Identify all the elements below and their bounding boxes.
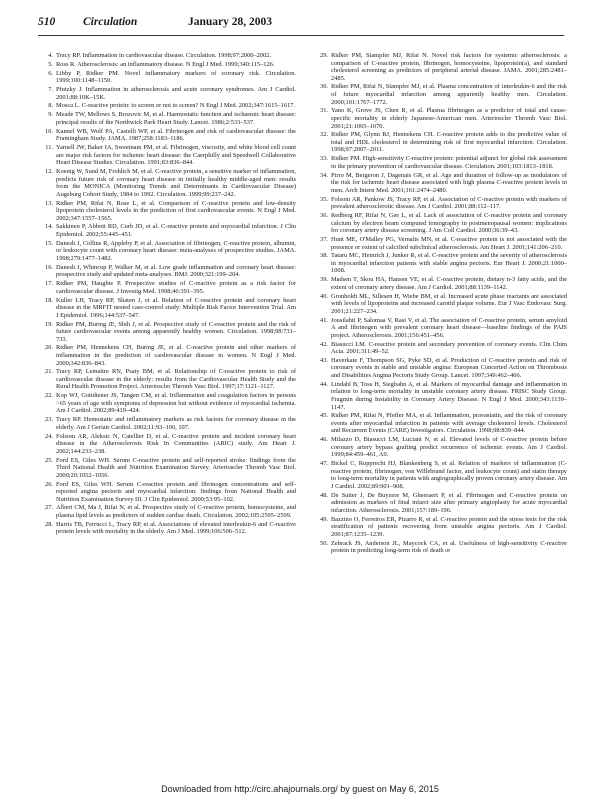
reference-text: Koenig W, Sund M, Frohlich M, et al. C-reactive protein, a sensitive marker of inflammation, predicts future risk of coronary heart disease in initially healthy middle-aged men: results from the MONICA (Monitoring Trends and Determinants in Cardiovascular Disease) Augsburg Cohort Study, 1984 to 1992. Circulation. 1999;99:237–242. xyxy=(56,168,296,198)
reference-item xyxy=(38,61,296,69)
references-left-column xyxy=(38,52,296,782)
reference-item xyxy=(313,276,567,291)
reference-item xyxy=(313,236,567,251)
reference-text: Folsom AR, Pankow JS, Tracy RP, et al. Association of C-reactive protein with markers of prevalent atherosclerotic disease. Am J Cardiol. 2001;88:112–117. xyxy=(331,195,567,211)
reference-text: Kannel WB, Wolf PA, Castelli WP, et al. Fibrinogen and risk of cardiovascular disease: the Framingham Study. JAMA. 1987;258:1183–1186. xyxy=(56,127,296,143)
reference-number: 42. xyxy=(320,340,328,348)
download-footer: Downloaded from http://circ.ahajournals.org/ by guest on May 6, 2015 xyxy=(161,784,439,794)
reference-text: Yarnell JW, Baker IA, Sweetnam PM, et al. Fibrinogen, viscosity, and white blood cell count are major risk factors for ischemic heart disease: the Caerphilly and Speedwell Collaborative Heart Disease Studies. Circulation. 1991;83:836–844. xyxy=(56,144,296,167)
reference-number: 28. xyxy=(45,520,53,528)
reference-item xyxy=(38,86,296,101)
reference-number: 37. xyxy=(320,235,328,243)
reference-text: Folsom AR, Aleksic N, Catellier D, et al. C-reactive protein and incident coronary heart disease in the Atherosclerosis Risk In Communities (ARIC) study. Am Heart J. 2002;144:233–238. xyxy=(56,432,296,455)
reference-number: 22. xyxy=(45,392,53,400)
reference-number: 45. xyxy=(320,412,328,420)
reference-text: Ridker PM, Haughie P. Prospective studies of C-reactive protein as a risk factor for cardiovascular disease. J Investig Med. 1998;46:391–395. xyxy=(56,280,296,295)
reference-number: 35. xyxy=(320,195,328,203)
reference-text: Bazzino O, Ferreiros ER, Pizarro R, et al. C-reactive protein and the stress tests for the risk stratification of patients recovering from unstable angina pectoris. Am J Cardiol. 2001;87:1235–1239. xyxy=(331,515,567,538)
reference-number: 49. xyxy=(320,515,328,523)
reference-item xyxy=(38,102,296,110)
reference-text: Meade TW, Mellows S, Brozovic M, et al. Haemostatic function and ischaemic heart disease: principal results of the Northwick Park Heart Study. Lancet. 1986;2:533–537. xyxy=(56,111,296,126)
reference-item xyxy=(313,460,567,490)
reference-item xyxy=(38,223,296,238)
reference-text: Ross R. Atherosclerosis: an inflammatory disease. N Engl J Med. 1999;340:115–126. xyxy=(56,60,275,68)
reference-text: Ridker PM. High-sensitivity C-reactive protein: potential adjunct for global risk assessment in the primary prevention of cardiovascular disease. Circulation. 2001;103:1813–1818. xyxy=(331,155,567,170)
reference-item xyxy=(313,540,567,555)
reference-text: Albert CM, Ma J, Rifai N, et al. Prospective study of C-reactive protein, homocysteine, and plasma lipid levels as predictors of sudden cardiac death. Circulation. 2002;105:2595–2599. xyxy=(56,504,296,519)
reference-text: Redberg RF, Rifai N, Gee L, et al. Lack of association of C-reactive protein and coronary calcium by electron beam computed tomography in postmenopausal women: implications for coronary artery disease screening. J Am Coll Cardiol. 2000;36:39–43. xyxy=(331,212,567,235)
reference-number: 6. xyxy=(48,69,53,77)
reference-number: 21. xyxy=(45,368,53,376)
reference-item xyxy=(38,144,296,167)
reference-number: 39. xyxy=(320,276,328,284)
reference-text: Ridker PM, Rifai N, Stampfer MJ, et al. Plasma concentration of interleukin-6 and the risk of future myocardial infarction among apparently healthy men. Circulation. 2000;101:1767–1772. xyxy=(331,83,567,106)
reference-number: 15. xyxy=(45,239,53,247)
reference-text: Madsen T, Skou HA, Hansen VE, et al. C-reactive protein, dietary n-3 fatty acids, and the extent of coronary artery disease. Am J Cardiol. 2001;88:1139–1142. xyxy=(331,276,567,291)
reference-number: 30. xyxy=(320,83,328,91)
reference-item xyxy=(38,481,296,504)
reference-item xyxy=(38,457,296,480)
reference-text: Milazzo D, Biasucci LM, Luciani N, et al. Elevated levels of C-reactive protein before coronary artery bypass grafting predict recurrence of ischemic events. Am J Cardiol. 1999;84:459–461, A9. xyxy=(331,436,567,459)
reference-text: Pfutzky J. Inflammation in atherosclerosis and acute coronary syndromes. Am J Cardiol. 2001;88:10K–15K. xyxy=(56,86,296,101)
reference-text: Yano K, Grove JS, Chen R, et al. Plasma fibrinogen as a predictor of total and cause-specific mortality in elderly Japanese-American men. Arterioscler Thromb Vasc Biol. 2001;21:1065–1070. xyxy=(331,107,567,130)
reference-item xyxy=(38,504,296,519)
reference-text: Danesh J, Whincup P, Walker M, et al. Low grade inflammation and coronary heart disease: prospective study and updated meta-analyses. BMJ. 2000;321:199–204. xyxy=(56,263,296,279)
page-header xyxy=(38,16,564,32)
reference-number: 29. xyxy=(320,52,328,59)
reference-number: 50. xyxy=(320,539,328,547)
reference-number: 4. xyxy=(48,52,53,59)
reference-item xyxy=(313,155,567,170)
reference-number: 19. xyxy=(45,320,53,328)
reference-number: 20. xyxy=(45,344,53,352)
reference-item xyxy=(38,368,296,391)
reference-number: 36. xyxy=(320,212,328,220)
reference-item xyxy=(313,252,567,275)
reference-text: Kop WJ, Gottdiener JS, Tangen CM, et al. Inflammation and coagulation factors in persons >65 years of age with symptoms of depression but without evidence of myocardial ischemia. Am J Cardiol. 2002;89:419–424. xyxy=(56,392,296,415)
reference-number: 7. xyxy=(48,86,53,94)
reference-number: 5. xyxy=(48,60,53,68)
reference-number: 48. xyxy=(320,491,328,499)
reference-item xyxy=(38,416,296,431)
reference-item xyxy=(313,83,567,106)
reference-number: 43. xyxy=(320,356,328,364)
reference-item xyxy=(38,200,296,223)
reference-item xyxy=(313,107,567,130)
reference-text: Ridker PM, Hennekens CH, Buring JE, et al. C-reactive protein and other markers of inflammation in the prediction of cardiovascular disease in women. N Engl J Med. 2000;342:836–843. xyxy=(56,344,296,367)
reference-number: 12. xyxy=(45,168,53,176)
reference-number: 14. xyxy=(45,223,53,231)
reference-item xyxy=(313,381,567,411)
reference-item xyxy=(313,317,567,340)
reference-number: 8. xyxy=(48,102,53,110)
reference-text: Bickel C, Rupprecht HJ, Blankenberg S, et al. Relation of markers of inflammation (C-reactive protein, fibrinogen, von Willebrand factor, and leukocyte count) and statin therapy to long-term mortality in patients with angiographically proven coronary artery disease. Am J Cardiol. 2002;89:901–908. xyxy=(331,460,567,490)
reference-text: Zebrack JS, Anderson JL, Maycock CA, et al. Usefulness of high-sensitivity C-reactive protein in predicting long-term risk of death or xyxy=(331,539,567,555)
reference-text: Gronholdt ML, Sillesen H, Wiebe BM, et al. Increased acute phase reactants are associated with levels of lipoproteins and increased carotid plaque volume. Eur J Vasc Endovasc Surg. 2001;21:227–234. xyxy=(331,292,567,315)
reference-number: 23. xyxy=(45,416,53,424)
reference-number: 10. xyxy=(45,127,53,135)
reference-number: 13. xyxy=(45,199,53,207)
reference-item xyxy=(38,52,296,60)
reference-text: Harris TB, Ferrucci L, Tracy RP, et al. Associations of elevated interleukin-6 and C-reactive protein levels with mortality in the elderly. Am J Med. 1999;106:506–512. xyxy=(56,520,296,536)
reference-item xyxy=(313,52,567,82)
reference-number: 33. xyxy=(320,155,328,163)
reference-number: 11. xyxy=(45,144,53,152)
reference-text: Lindahl B, Toss H, Siegbahn A, et al. Markers of myocardial damage and inflammation in relation to long-term mortality in unstable coronary artery disease. FRISC Study Group. Fragmin during Instability in Coronary Artery Disease. N Engl J Med. 2000;343:1139–1147. xyxy=(331,380,567,411)
reference-number: 32. xyxy=(320,131,328,139)
reference-item xyxy=(38,128,296,143)
reference-item xyxy=(313,516,567,539)
reference-text: Biasucci LM. C-reactive protein and secondary prevention of coronary events. Clin Chim Acta. 2001;311:49–52. xyxy=(331,340,567,356)
reference-text: De Sutter J, De Buyzere M, Gheeraert P, et al. Fibrinogen and C-reactive protein on admission as markers of final infarct size after primary angioplasty for acute myocardial infarction. Atherosclerosis. 2001;157:189–196. xyxy=(331,491,567,514)
reference-item xyxy=(38,70,296,85)
journal-title: Circulation xyxy=(83,16,138,28)
reference-item xyxy=(313,196,567,211)
reference-text: Ridker PM, Buring JE, Shih J, et al. Prospective study of C-reactive protein and the risk of future cardiovascular events among apparently healthy women. Circulation. 1998;98:731–733. xyxy=(56,320,296,343)
reference-text: Pirro M, Bergeron J, Dagenais GR, et al. Age and duration of follow-up as modulators of the risk for ischemic heart disease associated with high plasma C-reactive protein levels in men. Arch Intern Med. 2001;161:2474–2480. xyxy=(331,171,567,194)
reference-item xyxy=(313,212,567,235)
header-rule xyxy=(38,35,564,36)
reference-text: Ford ES, Giles WH. Serum C-reactive protein and fibrinogen concentrations and self-reported angina pectoris and myocardial infarction: findings from National Health and Nutrition Examination Survey III. J Clin Epidemiol. 2000;53:95–102. xyxy=(56,480,296,503)
reference-item xyxy=(38,280,296,295)
reference-number: 25. xyxy=(45,456,53,464)
reference-text: Tataru MC, Heinrich J, Junker R, et al. C-reactive protein and the severity of atherosclerosis in myocardial infarction patients with stable angina pectoris. Eur Heart J. 2000;21:1000–1008. xyxy=(331,252,567,275)
reference-text: Ridker PM, Rifai N, Rose L, et al. Comparison of C-reactive protein and low-density lipoprotein cholesterol levels in the prediction of first cardiovascular events. N Engl J Med. 2002;347:1557–1565. xyxy=(56,199,296,222)
reference-text: Kuller LH, Tracy RP, Shaten J, et al. Relation of C-reactive protein and coronary heart disease in the MRFIT nested case-control study: Multiple Risk Factor Intervention Trial. Am J Epidemiol. 1996;144:537–547. xyxy=(56,296,296,319)
reference-number: 40. xyxy=(320,292,328,300)
reference-item xyxy=(38,433,296,456)
reference-number: 41. xyxy=(320,316,328,324)
reference-text: Mosca L. C-reactive protein: to screen or not to screen? N Engl J Med. 2002;347:1615–1617. xyxy=(56,102,296,110)
reference-number: 17. xyxy=(45,280,53,288)
reference-text: Tracy RP. Hemostatic and inflammatory markers as risk factors for coronary disease in the elderly. Am J Geriatr Cardiol. 2002;11:93–100, 107. xyxy=(56,416,296,431)
reference-number: 27. xyxy=(45,504,53,512)
reference-number: 44. xyxy=(320,380,328,388)
reference-item xyxy=(313,492,567,515)
page-number: 510 xyxy=(38,16,56,28)
reference-item xyxy=(313,172,567,195)
reference-text: Danesh J, Collins R, Appleby P, et al. Association of fibrinogen, C-reactive protein, albumin, or leukocyte count with coronary heart disease: meta-analyses of prospective studies. JAMA. 1998;279:1477–1482. xyxy=(56,239,296,262)
reference-item xyxy=(38,264,296,279)
reference-item xyxy=(38,297,296,320)
reference-item xyxy=(38,168,296,198)
reference-item xyxy=(38,392,296,415)
reference-item xyxy=(38,344,296,367)
reference-text: Sakkinen P, Abbott RD, Curb JD, et al. C-reactive protein and myocardial infarction. J Clin Epidemiol. 2002;55:445–451. xyxy=(56,223,296,238)
reference-number: 26. xyxy=(45,480,53,488)
reference-number: 24. xyxy=(45,432,53,440)
reference-item xyxy=(38,111,296,126)
reference-item xyxy=(313,131,567,154)
reference-number: 31. xyxy=(320,107,328,115)
reference-text: Ford ES, Giles WH. Serum C-reactive protein and self-reported stroke: findings from the Third National Health and Nutrition Examination Survey. Arterioscler Thromb Vasc Biol. 2000;20:1052–1056. xyxy=(56,456,296,479)
reference-item xyxy=(313,341,567,356)
reference-text: Ridker PM, Glynn RJ, Hennekens CH. C-reactive protein adds to the predictive value of total and HDL cholesterol in determining risk of first myocardial infarction. Circulation. 1998;97:2007–2011. xyxy=(331,131,567,154)
reference-text: Jousilahti P, Salomaa V, Rasi V, et al. The association of C-reactive protein, serum amyloid A and fibrinogen with prevalent coronary heart disease—baseline findings of the PAIS project. Atherosclerosis. 2001;156:451–456. xyxy=(331,316,567,339)
reference-item xyxy=(38,521,296,536)
reference-item xyxy=(313,293,567,316)
reference-text: Hunt ME, O'Malley PG, Vernalis MN, et al. C-reactive protein is not associated with the presence or extent of calcified subclinical atherosclerosis. Am Heart J. 2001;141:206–210. xyxy=(331,235,567,251)
reference-number: 47. xyxy=(320,460,328,468)
reference-text: Ridker PM, Stampfer MJ, Rifai N. Novel risk factors for systemic atherosclerosis: a comparison of C-reactive protein, fibrinogen, homocysteine, lipoprotein(a), and standard cholesterol screening as predictors of peripheral arterial disease. JAMA. 2001;285:2481–2485. xyxy=(331,52,567,82)
reference-text: Tracy RP. Inflammation in cardiovascular disease. Circulation. 1998;97:2000–2002. xyxy=(56,52,272,59)
reference-item xyxy=(38,321,296,344)
reference-item xyxy=(313,357,567,380)
reference-number: 38. xyxy=(320,252,328,260)
reference-number: 46. xyxy=(320,436,328,444)
reference-text: Ridker PM, Rifai N, Pfeffer MA, et al. Inflammation, pravastatin, and the risk of coronary events after myocardial infarction in patients with average cholesterol levels. Cholesterol and Recurrent Events (CARE) Investigators. Circulation. 1998;98:839–844. xyxy=(331,412,567,435)
reference-number: 16. xyxy=(45,263,53,271)
reference-number: 9. xyxy=(48,111,53,119)
reference-number: 18. xyxy=(45,296,53,304)
reference-item xyxy=(38,240,296,263)
reference-item xyxy=(313,412,567,435)
reference-number: 34. xyxy=(320,171,328,179)
references-right-column xyxy=(313,52,567,782)
reference-item xyxy=(313,436,567,459)
issue-date: January 28, 2003 xyxy=(188,16,273,28)
reference-text: Haverkate F, Thompson SG, Pyke SD, et al. Production of C-reactive protein and risk of coronary events in stable and unstable angina: European Concerted Action on Thrombosis and Disabilities Angina Pectoris Study Group. Lancet. 1997;349:462–466. xyxy=(331,356,567,380)
reference-text: Libby P, Ridker PM. Novel inflammatory markers of coronary risk. Circulation. 1999;100:1148–1150. xyxy=(56,69,296,85)
reference-text: Tracy RP, Lemaitre RN, Psaty BM, et al. Relationship of C-reactive protein to risk of cardiovascular disease in the elderly: results from the Cardiovascular Health Study and the Rural Health Promotion Project. Arterioscler Thromb Vasc Biol. 1997;17:1121–1127. xyxy=(56,368,296,391)
